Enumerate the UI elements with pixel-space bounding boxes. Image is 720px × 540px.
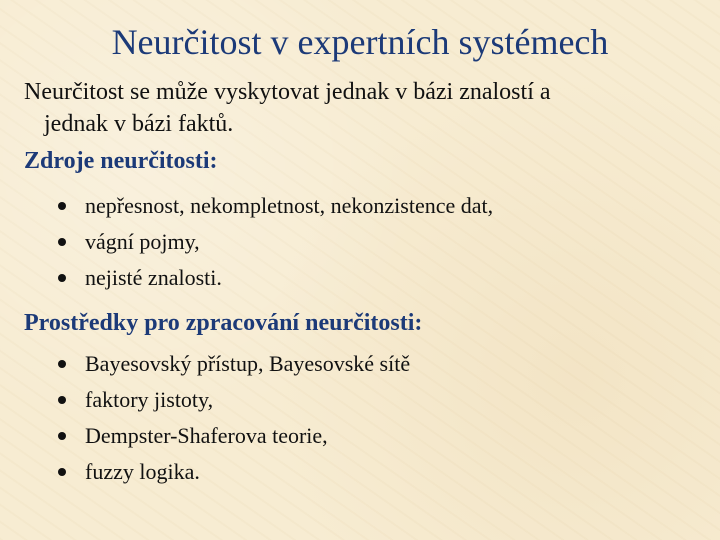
bullet-dot-icon [58,202,66,210]
list-item [58,224,493,260]
list-item [58,454,410,490]
bullet-dot-icon [58,396,66,404]
list-item [58,418,410,454]
list-item-text: fuzzy logika. [85,459,200,484]
list-item-text: faktory jistoty, [85,387,214,412]
list-item-text: Bayesovský přístup, Bayesovské sítě [85,351,411,376]
bullet-dot-icon [58,360,66,368]
list-item [58,382,410,418]
methods-heading: Prostředky pro zpracování neurčitosti: [24,310,423,336]
methods-list [58,346,410,490]
list-item [58,188,493,224]
list-item-text: nepřesnost, nekompletnost, nekonzistence dat, [85,193,494,218]
sources-list [58,188,493,296]
slide-title: Neurčitost v expertních systémech [111,22,609,62]
intro-paragraph [24,76,684,140]
list-item [58,260,493,296]
sources-heading: Zdroje neurčitosti: [24,148,218,174]
bullet-dot-icon [58,468,66,476]
bullet-dot-icon [58,432,66,440]
bullet-dot-icon [58,274,66,282]
bullet-dot-icon [58,238,66,246]
list-item [58,346,410,382]
list-item-text: vágní pojmy, [85,229,200,254]
list-item-text: Dempster-Shaferova teorie, [85,423,328,448]
intro-line-2: jednak v bázi faktů. [44,111,234,137]
list-item-text: nejisté znalosti. [85,265,222,290]
intro-line-1: Neurčitost se může vyskytovat jednak v bázi znalostí a [24,79,551,105]
